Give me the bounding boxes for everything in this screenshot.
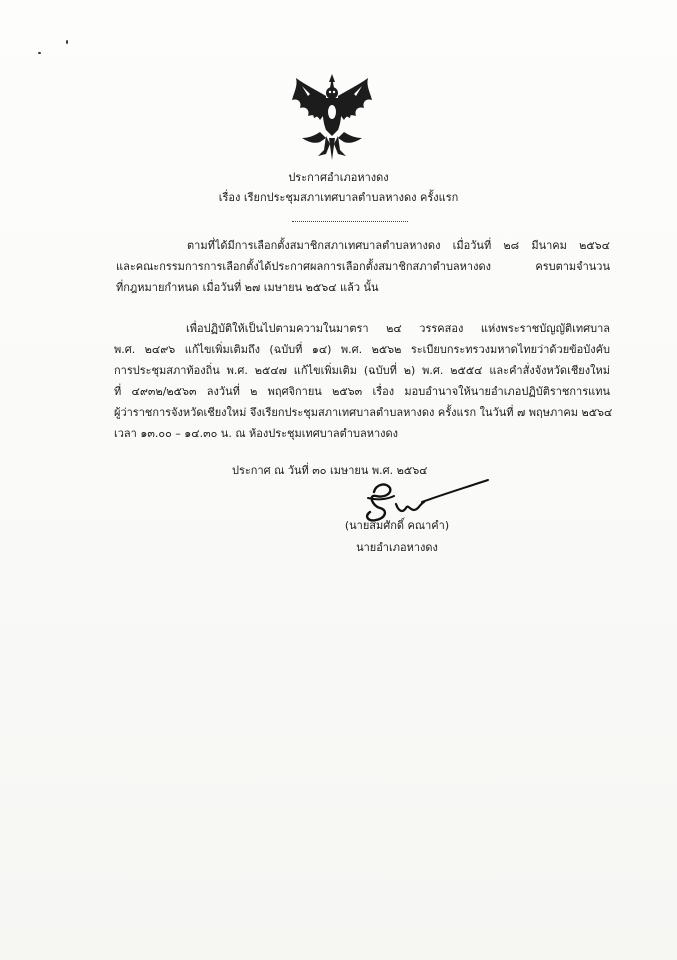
paragraph-2-line: พ.ศ. ๒๔๙๖ แก้ไขเพิ่มเติมถึง (ฉบับที่ ๑๔) พ.ศ. ๒๕๖๒ ระเบียบกระทรวงมหาดไทยว่าด้วยข้อบังคับ [114, 343, 610, 356]
scan-speck [38, 52, 41, 54]
signatory-name: (นายสมศักดิ์ คณาคำ) [344, 519, 450, 532]
header-divider [292, 221, 408, 222]
paragraph-1 [116, 235, 610, 298]
signatory-position: นายอำเภอหางดง [356, 541, 438, 554]
issuer-title: ประกาศอำเภอหางดง [288, 171, 389, 184]
paragraph-2-line: การประชุมสภาท้องถิ่น พ.ศ. ๒๕๔๗ แก้ไขเพิ่มเติม (ฉบับที่ ๒) พ.ศ. ๒๕๕๔ และคำสั่งจังหวัดเชียงใหม่ [114, 364, 610, 377]
subject-line: เรื่อง เรียกประชุมสภาเทศบาลตำบลหางดง ครั้งแรก [218, 191, 459, 204]
paragraph-1-line: และคณะกรรมการการเลือกตั้งได้ประกาศผลการเลือกตั้งสมาชิกสภาตำบลหางดง ครบตามจำนวน [116, 260, 610, 273]
garuda-emblem-icon [288, 72, 376, 162]
paragraph-2-line: ที่ ๔๙๓๒/๒๕๖๓ ลงวันที่ ๒ พฤศจิกายน ๒๕๖๓ เรื่อง มอบอำนาจให้นายอำเภอปฏิบัติราชการแทน [114, 385, 610, 398]
paragraph-2-line: ผู้ว่าราชการจังหวัดเชียงใหม่ จึงเรียกประชุมสภาเทศบาลตำบลหางดง ครั้งแรก ในวันที่ ๗ พฤษภาคม ๒๕๖๔ [114, 406, 613, 419]
scan-speck [66, 40, 68, 44]
paragraph-1-line: ตามที่ได้มีการเลือกตั้งสมาชิกสภาเทศบาลตำบลหางดง เมื่อวันที่ ๒๘ มีนาคม ๒๕๖๔ [187, 239, 610, 252]
paragraph-2-line: เวลา ๑๓.๐๐ – ๑๔.๓๐ น. ณ ห้องประชุมเทศบาลตำบลหางดง [114, 427, 399, 440]
paragraph-2-line: เพื่อปฏิบัติให้เป็นไปตามความในมาตรา ๒๔ วรรคสอง แห่งพระราชบัญญัติเทศบาล [186, 322, 610, 335]
announcement-date: ประกาศ ณ วันที่ ๓๐ เมษายน พ.ศ. ๒๕๖๔ [232, 464, 428, 477]
paragraph-2 [114, 318, 613, 444]
paragraph-1-line: ที่กฎหมายกำหนด เมื่อวันที่ ๒๗ เมษายน ๒๕๖๔ แล้ว นั้น [116, 281, 379, 294]
